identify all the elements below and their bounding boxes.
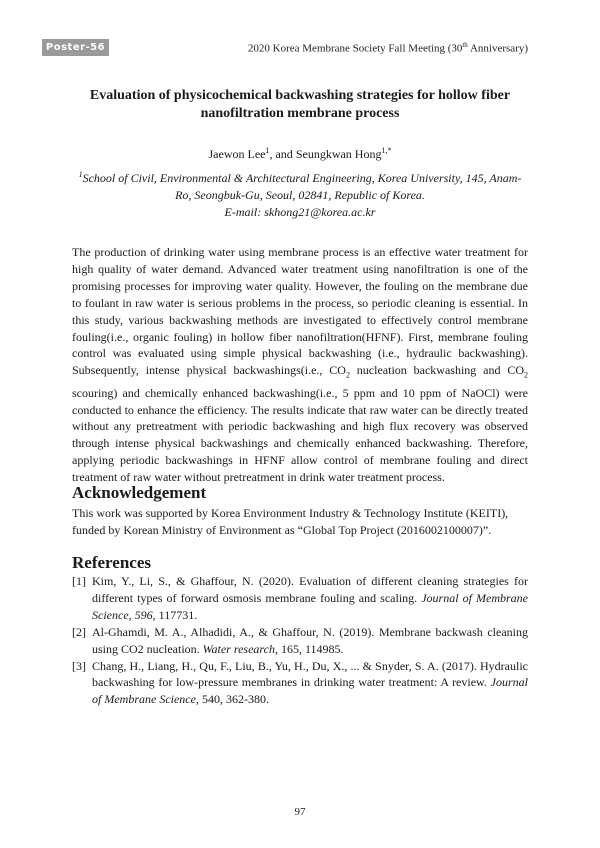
acknowledgement-text: This work was supported by Korea Environment Industry & Technology Institute (KEITI), funded by Korean Ministry of Environment as “Global Top Project (2016002100007)”.: [72, 506, 509, 537]
poster-badge: Poster-56: [42, 39, 109, 56]
reference-item: [2] Al-Ghamdi, M. A., Alhadidi, A., & Ghaffour, N. (2019). Membrane backwash cleaning using CO2 nucleation. Water research, 165, 114985.: [72, 624, 528, 656]
references-heading: References: [72, 553, 151, 572]
affiliation: $^1$School of Civil, Environmental & Architectural Engineering, Korea University, 145, Anam- Ro, Seongbuk-Gu, Seoul, 02841, Republic of Korea. E-mail: skhong21@korea.ac.kr: [70, 166, 530, 221]
conference-header: 2020 Korea Membrane Society Fall Meeting (30th Anniversary): [247, 41, 528, 55]
reference-item: [1] Kim, Y., Li, S., & Ghaffour, N. (2020). Evaluation of different cleaning strategies for different types of forward osmosis membrane fouling and scaling. Journal of Membrane Science, 596, 117731.: [72, 574, 528, 622]
reference-item: [3] Chang, H., Liang, H., Qu, F., Liu, B., Yu, H., Du, X., ... & Snyder, S. A. (2017). Hydraulic backwashing for low-pressure membranes in drinking water treatment: A review. Journal of Membrane Science, 540, 362-380.: [72, 658, 528, 707]
paper-title: Evaluation of physicochemical backwashing strategies for hollow fiber nanofiltration membrane process: [89, 88, 511, 121]
references-list: [72, 573, 528, 708]
email: E-mail: skhong21@korea.ac.kr: [224, 205, 376, 219]
page-number: 97: [294, 806, 306, 818]
abstract: The production of drinking water using membrane process is an effective water treatment for high quality of water demand. Advanced water treatment using nanofiltration is one of the promising processes for improving water quality. However, the fouling on the membrane due to foulant in raw water is serious problems in the process, so periodic cleaning is essential. In this study, various backwashing methods are investigated to effectively control membrane fouling(i.e., organic fouling) in hollow fiber nanofiltration(HFNF). First, membrane fouling control was evaluated using simple physical backwashing (i.e., hydraulic backwashing). Subsequently, intense physical backwashings(i.e., $CO_2$ nucleation backwashing and $CO_2$ scouring) and chemically enhanced backwashing(i.e., 5 ppm and 10 ppm of NaOCl) were conducted to enhance the efficiency. The results indicate that raw water can be directly treated without any pretreatment with periodic backwashing and high flux recovery was observed through intense physical backwashings and chemically enhanced backwashing. Therefore, applying periodic backwashings in HFNF allow control of membrane fouling and direct treatment of raw water without pretreatment in drink water treatment process.: [72, 245, 529, 485]
acknowledgement-heading: Acknowledgement: [72, 483, 207, 502]
authors: Jaewon Lee$^1$, and Seungkwan Hong$^{1,*}$: [208, 146, 392, 161]
